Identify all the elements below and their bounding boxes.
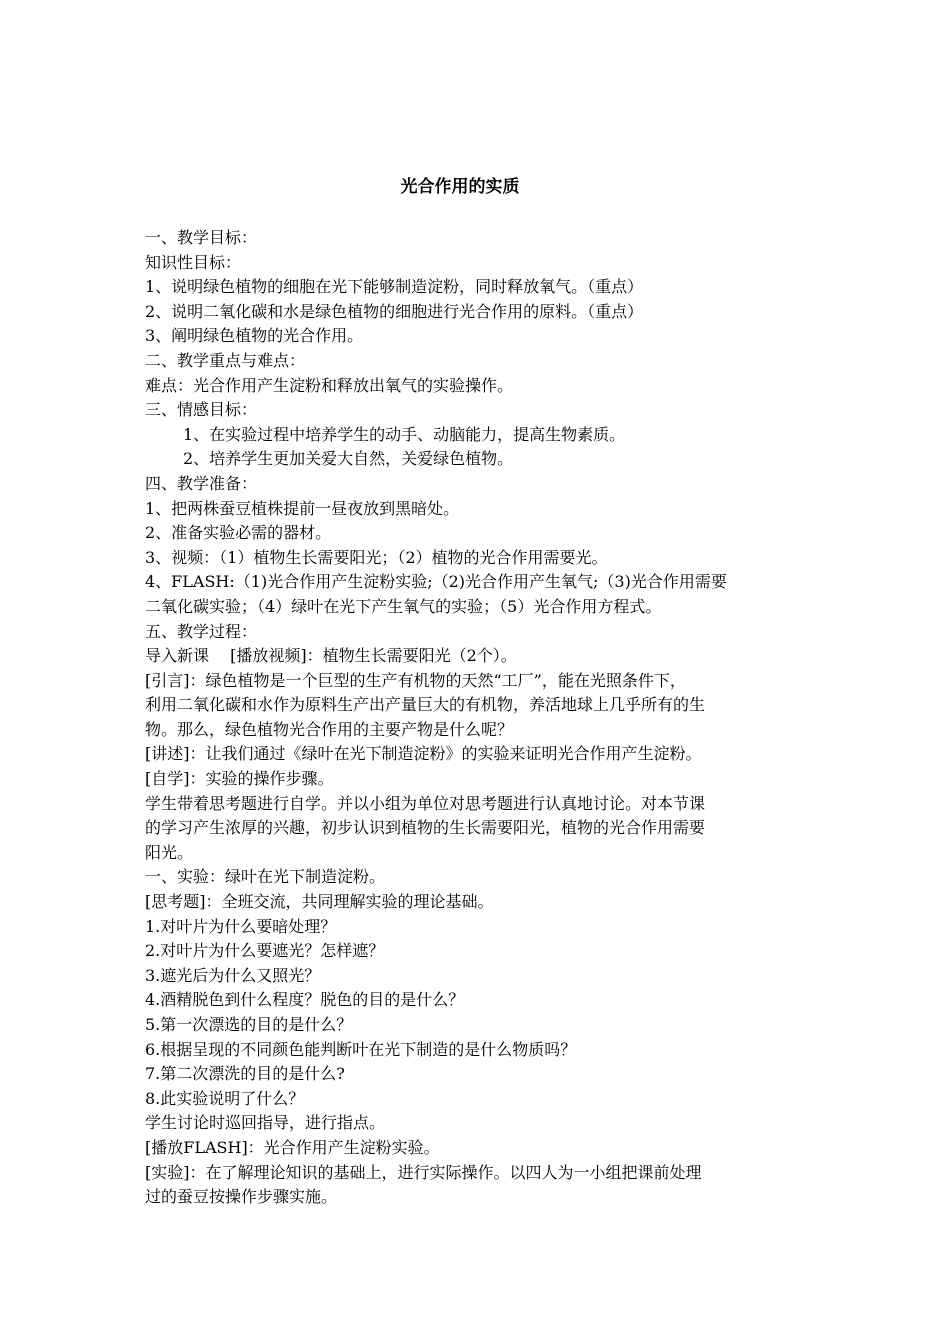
paragraph-line: 难点：光合作用产生淀粉和释放出氧气的实验操作。 — [145, 375, 514, 395]
list-item: 1、把两株蚕豆植株提前一昼夜放到黑暗处。 — [145, 498, 460, 518]
list-item: 6.根据呈现的不同颜色能判断叶在光下制造的是什么物质吗？ — [145, 1039, 577, 1059]
paragraph-line: 阳光。 — [145, 842, 194, 862]
list-item: 3、视频：（1）植物生长需要阳光；（2）植物的光合作用需要光。 — [145, 547, 608, 567]
paragraph-line: [实验]：在了解理论知识的基础上，进行实际操作。以四人为一小组把课前处理 — [145, 1162, 702, 1182]
section-heading-preparation: 四、教学准备： — [145, 473, 258, 493]
document-title: 光合作用的实质 — [400, 177, 520, 197]
paragraph-line: [自学]：实验的操作步骤。 — [145, 769, 334, 789]
list-item: 2.对叶片为什么要遮光？怎样遮？ — [145, 941, 385, 961]
list-item: 8.此实验说明了什么？ — [145, 1088, 305, 1108]
list-item: 4.酒精脱色到什么程度？脱色的目的是什么？ — [145, 990, 465, 1010]
paragraph-line: 利用二氧化碳和水作为原料生产出产量巨大的有机物，养活地球上几乎所有的生 — [145, 695, 706, 715]
paragraph-line: [思考题]：全班交流，共同理解实验的理论基础。 — [145, 892, 494, 912]
list-item: 4、FLASH:（1)光合作用产生淀粉实验;（2)光合作用产生氧气;（3)光合作用需要 — [145, 572, 727, 592]
section-heading-objectives: 一、教学目标： — [145, 228, 258, 247]
list-item: 3、阐明绿色植物的光合作用。 — [145, 326, 364, 346]
list-item: 1.对叶片为什么要暗处理？ — [145, 916, 337, 936]
section-heading-experiment: 一、实验：绿叶在光下制造淀粉。 — [145, 867, 386, 887]
paragraph-line: 过的蚕豆按操作步骤实施。 — [145, 1187, 338, 1207]
list-item: 5.第一次漂选的目的是什么？ — [145, 1015, 353, 1034]
paragraph-line: 的学习产生浓厚的兴趣，初步认识到植物的生长需要阳光，植物的光合作用需要 — [145, 818, 706, 838]
paragraph-line: 导入新课 [播放视频]：植物生长需要阳光（2个）。 — [145, 646, 517, 666]
section-heading-key-points: 二、教学重点与难点： — [145, 350, 306, 370]
list-item: 7.第二次漂洗的目的是什么? — [145, 1064, 345, 1084]
list-item: 1、说明绿色植物的细胞在光下能够制造淀粉，同时释放氧气。（重点） — [145, 277, 644, 297]
section-heading-process: 五、教学过程： — [145, 621, 258, 641]
list-item: 2、培养学生更加关爱大自然，关爱绿色植物。 — [183, 449, 514, 469]
subheading-knowledge-goals: 知识性目标： — [145, 252, 242, 272]
list-item: 3.遮光后为什么又照光？ — [145, 965, 321, 985]
paragraph-line: 学生讨论时巡回指导，进行指点。 — [145, 1113, 386, 1133]
paragraph-line: [播放FLASH]：光合作用产生淀粉实验。 — [145, 1137, 440, 1157]
list-item: 1、在实验过程中培养学生的动手、动脑能力，提高生物素质。 — [183, 424, 626, 444]
list-item: 2、准备实验必需的器材。 — [145, 523, 332, 543]
list-item: 2、说明二氧化碳和水是绿色植物的细胞进行光合作用的原料。（重点） — [145, 301, 644, 321]
document-body — [145, 226, 809, 1210]
paragraph-line: 物。那么，绿色植物光合作用的主要产物是什么呢？ — [145, 719, 514, 739]
paragraph-line: 学生带着思考题进行自学。并以小组为单位对思考题进行认真地讨论。对本节课 — [145, 793, 706, 813]
paragraph-line: 二氧化碳实验；（4）绿叶在光下产生氧气的实验；（5）光合作用方程式。 — [145, 596, 662, 616]
paragraph-line: [讲述]：让我们通过《绿叶在光下制造淀粉》的实验来证明光合作用产生淀粉。 — [145, 744, 702, 764]
section-heading-emotional-goals: 三、情感目标： — [145, 400, 258, 420]
paragraph-line: [引言]：绿色植物是一个巨型的生产有机物的天然“工厂”，能在光照条件下， — [145, 670, 686, 690]
